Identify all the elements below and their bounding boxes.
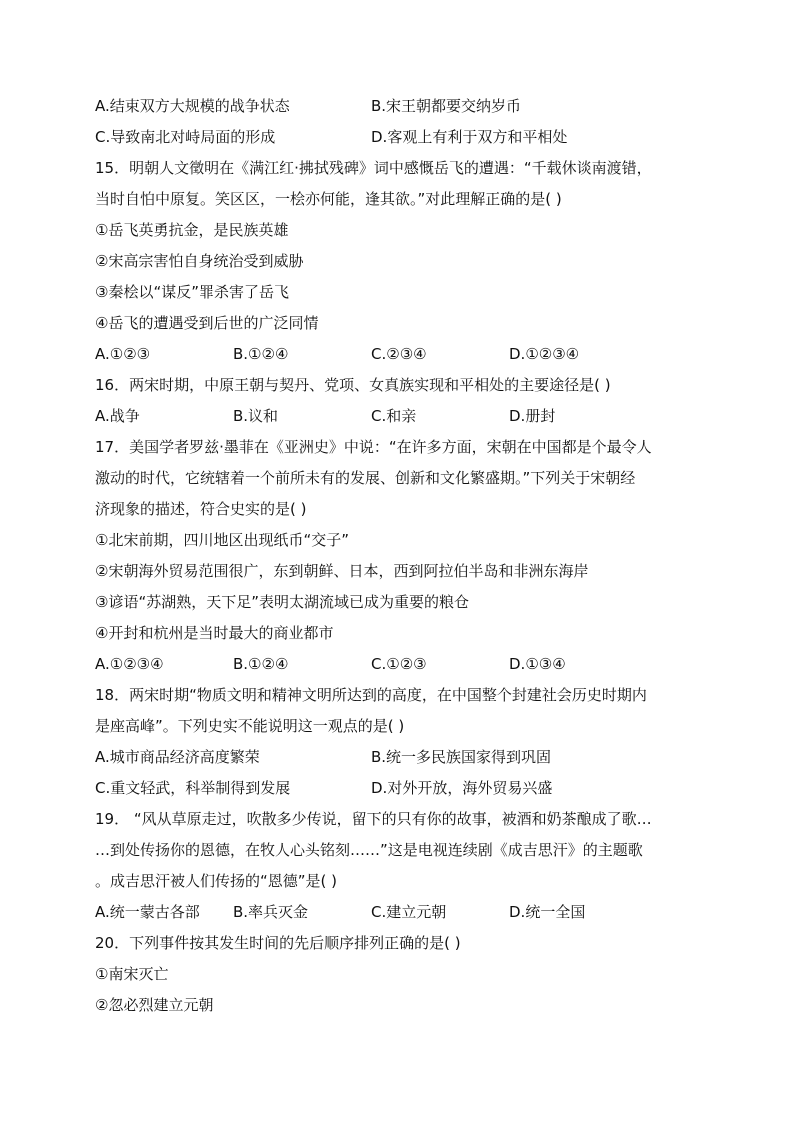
q17-option-a: A.①②③④	[95, 655, 164, 673]
q15-item-4: ④岳飞的遭遇受到后世的广泛同情	[95, 314, 319, 332]
q16-option-b: B.议和	[233, 407, 279, 425]
q17-stem-line-3: 济现象的描述，符合史实的是( )	[95, 500, 307, 518]
q15-item-1: ①岳飞英勇抗金，是民族英雄	[95, 221, 289, 239]
q20-item-2: ②忽必烈建立元朝	[95, 996, 214, 1014]
q17-item-4: ④开封和杭州是当时最大的商业都市	[95, 624, 334, 642]
q18-option-a: A.城市商品经济高度繁荣	[95, 748, 260, 766]
q17-option-b: B.①②④	[233, 655, 289, 673]
q15-stem-line-1: 15．明朝人文徵明在《满江红·拂拭残碑》词中感慨岳飞的遭遇：“千载休谈南渡错，	[95, 159, 652, 177]
q19-stem-line-2: …到处传扬你的恩德，在牧人心头铭刻……”这是电视连续剧《成吉思汗》的主题歌	[95, 841, 643, 859]
q17-stem-line-2: 激动的时代，它统辖着一个前所未有的发展、创新和文化繁盛期。”下列关于宋朝经	[95, 469, 636, 487]
q19-option-b: B.率兵灭金	[233, 903, 309, 921]
q18-option-c: C.重文轻武，科举制得到发展	[95, 779, 291, 797]
q15-stem-line-2: 当时自怕中原复。笑区区，一桧亦何能，逢其欲。”对此理解正确的是( )	[95, 190, 562, 208]
q18-stem-line-1: 18．两宋时期“物质文明和精神文明所达到的高度，在中国整个封建社会历史时期内	[95, 686, 647, 704]
q15-option-a: A.①②③	[95, 345, 151, 363]
q15-item-3: ③秦桧以“谋反”罪杀害了岳飞	[95, 283, 289, 301]
q15-item-2: ②宋高宗害怕自身统治受到威胁	[95, 252, 304, 270]
q17-option-d: D.①③④	[509, 655, 566, 673]
q19-stem-line-1: 19． “风从草原走过，吹散多少传说，留下的只有你的故事，被酒和奶茶酿成了歌…	[95, 810, 652, 828]
q18-option-d: D.对外开放，海外贸易兴盛	[371, 779, 553, 797]
q19-option-a: A.统一蒙古各部	[95, 903, 200, 921]
q17-item-2: ②宋朝海外贸易范围很广，东到朝鲜、日本，西到阿拉伯半岛和非洲东海岸	[95, 562, 589, 580]
q14-option-a: A.结束双方大规模的战争状态	[95, 97, 290, 115]
q20-item-1: ①南宋灭亡	[95, 965, 169, 983]
q15-option-c: C.②③④	[371, 345, 427, 363]
q17-item-1: ①北宋前期，四川地区出现纸币“交子”	[95, 531, 349, 549]
q17-stem-line-1: 17．美国学者罗兹·墨菲在《亚洲史》中说：“在许多方面，宋朝在中国都是个最令人	[95, 438, 652, 456]
q18-stem-line-2: 是座高峰”。下列史实不能说明这一观点的是( )	[95, 717, 405, 735]
q16-stem: 16．两宋时期，中原王朝与契丹、党项、女真族实现和平相处的主要途径是( )	[95, 376, 611, 394]
q19-stem-line-3: 。成吉思汗被人们传扬的“恩德”是( )	[95, 872, 338, 890]
q18-option-b: B.统一多民族国家得到巩固	[371, 748, 552, 766]
q16-option-d: D.册封	[509, 407, 556, 425]
q14-option-c: C.导致南北对峙局面的形成	[95, 128, 276, 146]
q14-option-b: B.宋王朝都要交纳岁币	[371, 97, 522, 115]
q15-option-d: D.①②③④	[509, 345, 580, 363]
q17-item-3: ③谚语“苏湖熟，天下足”表明太湖流域已成为重要的粮仓	[95, 593, 469, 611]
q16-option-c: C.和亲	[371, 407, 417, 425]
q16-option-a: A.战争	[95, 407, 140, 425]
q19-option-c: C.建立元朝	[371, 903, 447, 921]
q14-option-d: D.客观上有利于双方和平相处	[371, 128, 568, 146]
q19-option-d: D.统一全国	[509, 903, 586, 921]
q20-stem: 20．下列事件按其发生时间的先后顺序排列正确的是( )	[95, 934, 461, 952]
q17-option-c: C.①②③	[371, 655, 427, 673]
q15-option-b: B.①②④	[233, 345, 289, 363]
